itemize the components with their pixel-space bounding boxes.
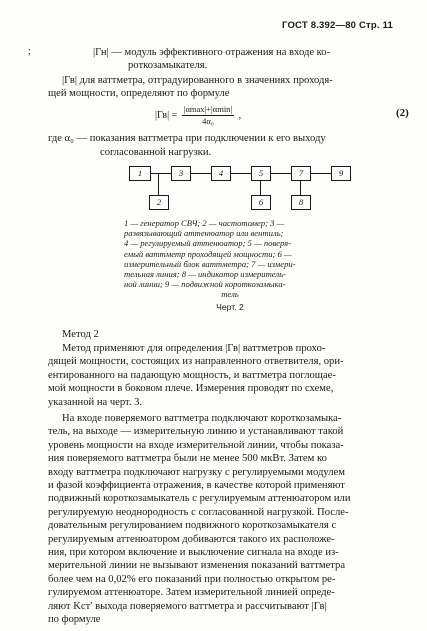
wire-3-4 [189, 173, 211, 174]
paragraph-line: более чем на 0,02% его показаний при полностью открытом ре- [48, 573, 336, 585]
definition-gamma-h-cont: роткозамыкателя. [128, 60, 208, 71]
formula-numerator: |αmax|+|αmin| [183, 104, 233, 114]
block-5: 5 [251, 166, 271, 181]
paragraph-line: довательным регулированием подвижного короткозамыкателя с [48, 520, 337, 532]
paragraph-line: мерительной линии не вызывают изменения показаний ваттметра [48, 560, 346, 572]
paragraph-line: регулируемым аттенюатором добиваются такого их расположе- [48, 533, 335, 545]
definition-gamma-w-cont: щей мощности, определяют по формуле [48, 88, 230, 99]
paragraph-line: Метод применяют для определения |Гв| ваттметров прохо- [62, 343, 326, 354]
formula-denominator: 4α₀ [202, 116, 214, 126]
paragraph-line: тель, на выходе — измерительную линию и устанавливают такой [48, 426, 344, 438]
definition-gamma-h [93, 46, 330, 59]
method-paragraph-2 [48, 412, 410, 627]
gamma-h-text: — модуль эффективного отражения на входе ко- [111, 47, 331, 58]
paragraph-line: ентированного на падающую мощность, и ваттметра поглощае- [48, 369, 336, 381]
method-title: Метод 2 [62, 329, 99, 340]
where-clause: где α₀ — показания ваттметра при подключении к его выходу [48, 133, 326, 144]
block-7: 7 [291, 166, 311, 181]
paragraph-line: указанной на черт. 3. [48, 396, 143, 408]
block-9: 9 [331, 166, 351, 181]
formula-tail: , [238, 109, 242, 121]
paragraph-line: и фазой коэффициента отражения, в качестве которой применяют [48, 480, 345, 492]
caption-line: тельная линия; 8 — индикатор измеритель- [124, 269, 286, 280]
caption-line: измерительный блок ваттметра; 7 — измери- [124, 258, 296, 269]
block-2: 2 [149, 195, 169, 210]
figure-caption [124, 218, 336, 300]
definition-gamma-w: |Гв| для ваттметра, отградуированного в значениях проходя- [62, 75, 333, 86]
caption-line: развязывающий аттенюатор или вентиль; [124, 228, 284, 239]
formula-lhs: |Гв| = [155, 109, 178, 121]
paragraph-line: ляют Kст′ выхода поверяемого ваттметра и рассчитывают |Гв| [48, 600, 327, 612]
block-8: 8 [291, 195, 311, 210]
paragraph-line: мой мощности в боковом плече. Измерения проводят по схеме, [48, 383, 334, 395]
caption-line: тель [221, 289, 239, 300]
wire-1-3 [149, 173, 171, 174]
wire-to-2 [158, 173, 159, 195]
paragraph-line: дящей мощности, состоящих из направленного ответвителя, ори- [48, 356, 344, 368]
wire-7-8 [300, 180, 301, 195]
formula-number: (2) [396, 107, 409, 119]
paragraph-line: уровень мощности на входе измерительной линии, чтобы показа- [48, 439, 344, 451]
caption-line: 1 — генератор СВЧ; 2 — частотомер; 3 — [124, 218, 285, 228]
paragraph-line: гулируемом аттенюаторе. Затем измерительной линией опреде- [48, 587, 335, 599]
wire-7-9 [309, 173, 331, 174]
block-1: 1 [129, 166, 151, 181]
page-header: ГОСТ 8.392—80 Стр. 11 [282, 20, 394, 31]
paragraph-line: регулируемую неоднородность с согласованной нагрузкой. После- [48, 506, 349, 518]
paragraph-line: На входе поверяемого ваттметра подключают короткозамыка- [62, 413, 342, 424]
formula-fraction [182, 104, 234, 127]
figure-label: Черт. 2 [216, 302, 244, 312]
block-6: 6 [251, 195, 271, 210]
paragraph-line: ния, при котором включение и выключение сигнала на входе из- [48, 547, 339, 559]
method-paragraph-1 [48, 342, 410, 409]
block-diagram [125, 166, 350, 212]
wire-5-6 [260, 180, 261, 195]
formula-2 [155, 104, 241, 127]
gamma-h-symbol: |Гн| [93, 47, 109, 58]
margin-mark: ; [28, 46, 31, 57]
where-clause-cont: согласованной нагрузки. [100, 147, 212, 158]
caption-line: емый ваттметр проходящей мощности; 6 — [124, 248, 292, 259]
caption-line: 4 — регулируемый аттенюатор; 5 — поверя- [124, 238, 292, 249]
paragraph-line: подвижный короткозамыкатель с регулируемым аттенюатором или [48, 493, 351, 505]
paragraph-line: ния поверяемого ваттметра были не менее 500 мкВт. Затем ко [48, 453, 327, 465]
wire-5-7 [269, 173, 291, 174]
caption-line: ной линии; 9 — подвижной короткозамыка- [124, 279, 286, 290]
wire-4-5 [229, 173, 251, 174]
paragraph-line: входу ваттметра подключают нагрузку с регулируемыми модулем [48, 466, 345, 478]
block-3: 3 [171, 166, 191, 181]
paragraph-line: по формуле [48, 614, 101, 626]
block-4: 4 [211, 166, 231, 181]
